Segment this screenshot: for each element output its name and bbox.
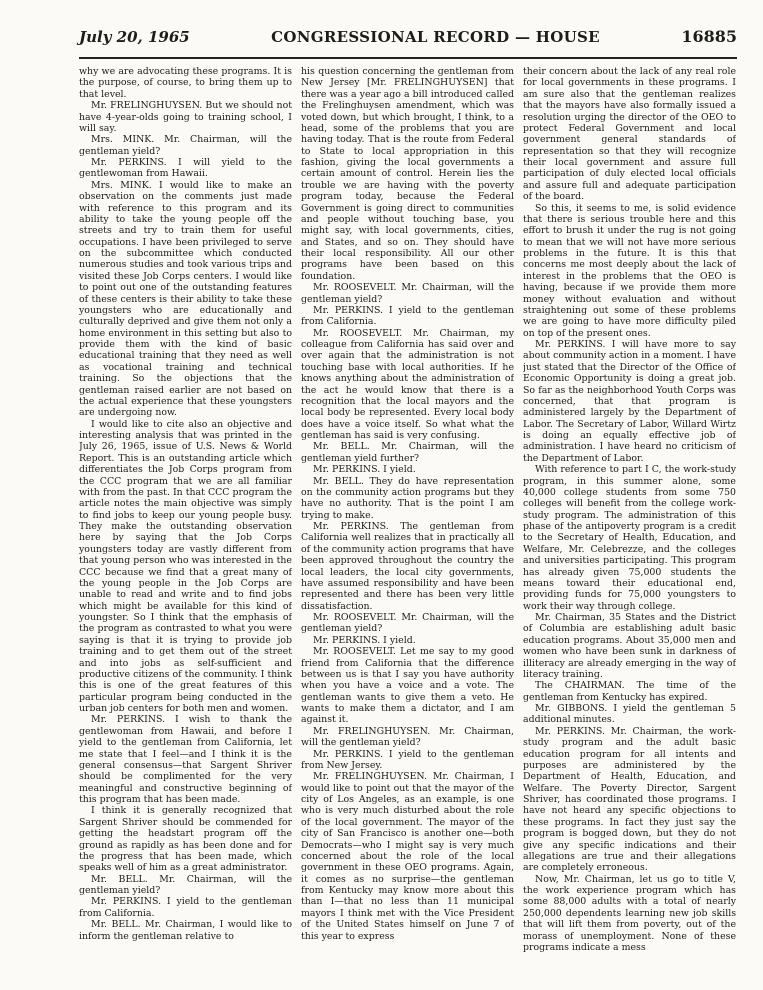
column-1 xyxy=(79,66,292,984)
paragraph: With reference to part I C, the work-study program, in this summer alone, some 40,000 college students from some 750 colleges will benefit from the college work-study program. The administration of this phase of the antipoverty program is a credit to the Secretary of Health, Education, and Welfare, Mr. Celebrezze, and the colleges and universities participating. This program has already given 75,000 students the means toward their educational end, providing funds for 75,000 youngsters to work their way through college. xyxy=(523,464,736,612)
paragraph: Mr. ROOSEVELT. Mr. Chairman, will the gentleman yield? xyxy=(301,282,514,305)
paragraph: So this, it seems to me, is solid evidence that there is serious trouble here and this effort to brush it under the rug is not going to mean that we will not have more serious problems in the future. It is this that concerns me most deeply about the lack of interest in the problems that the OEO is having, because if we provide them more money without evaluation and without straightening out some of these problems we are going to have more difficulty piled on top of the present ones. xyxy=(523,202,736,339)
paragraph: I think it is generally recognized that Sargent Shriver should be commended for getting the headstart program off the ground as rapidly as has been done and for the progress that has been made, which speaks well of him as a great administrator. xyxy=(79,805,292,874)
paragraph: Mr. ROOSEVELT. Mr. Chairman, my colleague from California has said over and over again that the administration is not touching base with local authorities. If he knows anything about the administration of the act he would know that there is a recognition that the local mayors and the local body be represented. Every local body does have a voice itself. So what what the gentleman has said is very confusing. xyxy=(301,327,514,441)
column-2 xyxy=(301,66,514,984)
paragraph: his question concerning the gentleman from New Jersey [Mr. FRELINGHUYSEN] that there was a year ago a bill introduced called the Frelinghuysen amendment, which was voted down, but which brought, I think, to a head, some of the problems that you are having today. That is the route from Federal to State to local appropriation in this fashion, giving the local governments a certain amount of control. Herein lies the trouble we are having with the poverty program today, because the Federal Government is going direct to communities and people without touching base, you might say, with local governments, cities, and States, and so on. They should have their local responsibility. All our other programs have been based on this foundation. xyxy=(301,66,514,282)
paragraph: Mr. PERKINS. I wish to thank the gentlewoman from Hawaii, and before I yield to the gentleman from California, let me state that I feel—and I think it is the general consensus—that Sargent Shriver should be complimented for the very meaningful and constructive beginning of this program that has been made. xyxy=(79,714,292,805)
paragraph: Mr. ROOSEVELT. Mr. Chairman, will the gentleman yield? xyxy=(301,612,514,635)
header-page-number: 16885 xyxy=(681,27,737,46)
paragraph: Mr. FRELINGHUYSEN. Mr. Chairman, I would like to point out that the mayor of the city of Los Angeles, as an example, is one who is very much disturbed about the role of the local government. The mayor of the city of San Francisco is another one—both Democrats—who I might say is very much concerned about the role of the local government in these OEO programs. Again, it comes as no surprise—the gentleman from Kentucky may know more about this than I—that no less than 11 municipal mayors I think met with the Vice President of the United States himself on June 7 of this year to express xyxy=(301,771,514,942)
paragraph: Mr. PERKINS. I will have more to say about community action in a moment. I have just stated that the Director of the Office of Economic Opportunity is doing a great job. So far as the neighborhood Youth Corps was concerned, that that program is administered largely by the Department of Labor. The Secretary of Labor, Willard Wirtz is doing an equally effective job of administration. I have heard no criticism of the Department of Labor. xyxy=(523,339,736,464)
paragraph: Now, Mr. Chairman, let us go to title V, the work experience program which has some 88,000 adults with a total of nearly 250,000 dependents learning new job skills that will lift them from poverty, out of the morass of unemployment. None of these programs indicate a mess xyxy=(523,873,736,953)
paragraph: Mr. FRELINGHUYSEN. Mr. Chairman, will the gentleman yield? xyxy=(301,725,514,749)
paragraph: The CHAIRMAN. The time of the gentleman from Kentucky has expired. xyxy=(523,680,736,703)
paragraph: Mr. PERKINS. I yield to the gentleman from California. xyxy=(301,304,514,328)
column-3 xyxy=(523,66,736,984)
paragraph: I would like to cite also an objective and interesting analysis that was printed in the July 26, 1965, issue of U.S. News & World Report. This is an outstanding article which differentiates the Job Corps program from the CCC program that we are all familiar with from the past. In that CCC program the article notes the main objective was simply to find jobs to keep our young people busy. They make the outstanding observation here by saying that the Job Corps youngsters today are vastly different from that young person who was interested in the CCC because we find that a great many of the young people in the Job Corps are unable to read and write and to find jobs which might be available for this kind of youngster. So I think that the emphasis of the program as contrasted to what you were saying is that it is trying to provide job training and to get them out of the street and into jobs as self-sufficient and productive citizens of the community. I think this is one of the great features of this particular program being conducted in the urban job centers for both men and women. xyxy=(79,418,292,714)
paragraph: Mr. PERKINS. I will yield to the gentlewoman from Hawaii. xyxy=(79,157,292,180)
paragraph: their concern about the lack of any real role for local governments in these programs. I am sure also that the gentleman realizes that the mayors have also formally issued a resolution urging the director of the OEO to protect Federal Government and local government general standards of representation so that they will recognize their local government and assure full participation of duly elected local officials and assure full and adequate participation of the board. xyxy=(523,66,736,203)
header-title: CONGRESSIONAL RECORD — HOUSE xyxy=(271,28,600,46)
header-date: July 20, 1965 xyxy=(79,28,190,46)
paragraph: Mrs. MINK. I would like to make an observation on the comments just made with reference to this program and its ability to take the young people off the streets and try to train them for useful occupations. I have been privileged to serve on the subcommittee which conducted numerous studies and took various trips and visited these Job Corps centers. I would like to point out one of the outstanding features of these centers is their ability to take these youngsters who are educationally and culturally deprived and give them not only a home environment in this setting but also to provide them with the kind of basic educational training that they need as well as vocational training and technical training. So the objections that the gentleman raised earlier are not based on the actual experience that these youngsters are undergoing now. xyxy=(79,179,292,419)
paragraph: Mr. PERKINS. I yield. xyxy=(313,634,416,646)
paragraph: Mr. PERKINS. I yield. xyxy=(313,464,416,476)
paragraph: Mr. GIBBONS. I yield the gentleman 5 additional minutes. xyxy=(523,703,736,726)
page-header xyxy=(79,27,737,53)
text-columns xyxy=(79,66,736,984)
paragraph: Mr. FRELINGHUYSEN. But we should not have 4-year-olds going to training school, I will say. xyxy=(79,100,292,134)
paragraph: Mr. PERKINS. I yield to the gentleman from California. xyxy=(79,896,292,919)
paragraph: why we are advocating these programs. It is the purpose, of course, to bring them up to that level. xyxy=(79,66,292,100)
paragraph: Mr. BELL. They do have representation on the community action programs but they have no authority. That is the point I am trying to make. xyxy=(301,475,514,521)
paragraph: Mr. PERKINS. I yield to the gentleman from New Jersey. xyxy=(301,748,514,771)
paragraph: Mr. PERKINS. The gentleman from California well realizes that in practically all of the community action programs that have been approved throughout the country the local leaders, the local city governments, have assumed responsibility and have been represented and there has been very little dissatisfaction. xyxy=(301,521,514,612)
header-rule xyxy=(79,57,737,59)
paragraph: Mr. Chairman, 35 States and the District of Columbia are establishing adult basic education programs. About 35,000 men and women who have been sunk in darkness of illiteracy are already emerging in the way of literacy training. xyxy=(523,612,736,680)
paragraph: Mr. BELL. Mr. Chairman, will the gentleman yield further? xyxy=(301,441,514,464)
paragraph: Mrs. MINK. Mr. Chairman, will the gentleman yield? xyxy=(79,134,292,157)
paragraph: Mr. BELL. Mr. Chairman, will the gentleman yield? xyxy=(79,873,292,896)
paragraph: Mr. BELL. Mr. Chairman, I would like to inform the gentleman relative to xyxy=(79,919,292,942)
paragraph: Mr. PERKINS. Mr. Chairman, the work-study program and the adult basic education program for all intents and purposes are administered by the Department of Health, Education, and Welfare. The Poverty Director, Sargent Shriver, has coordinated those programs. I have not heard any specific objections to these programs. In fact they just say the program is bogged down, but they do not give any specific indications and their allegations are true and their allegations are completely erroneous. xyxy=(523,725,736,874)
paragraph: Mr. ROOSEVELT. Let me say to my good friend from California that the difference between us is that I say you have authority when you have a voice and a vote. The gentleman wants to give them a veto. He wants to make them a dictator, and I am against it. xyxy=(301,646,514,726)
